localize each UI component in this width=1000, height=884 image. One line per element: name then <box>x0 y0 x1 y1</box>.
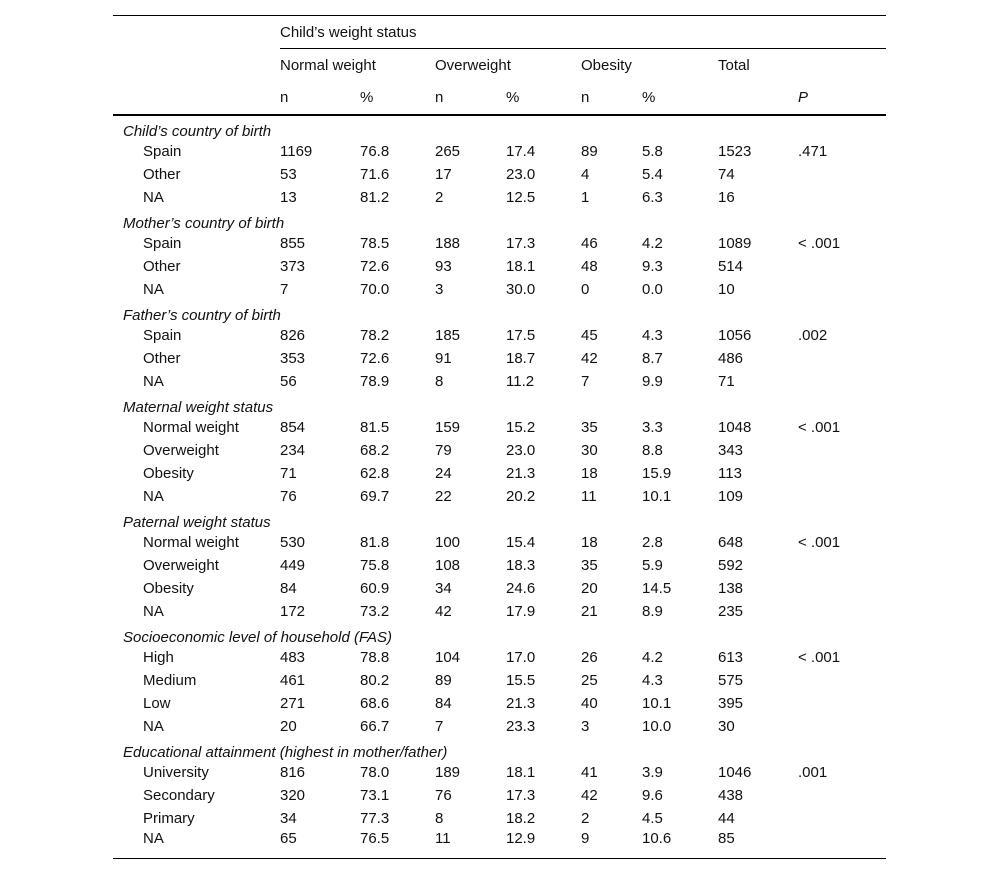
normal-pct-cell: 78.5 <box>360 235 390 252</box>
overweight-n-cell: 265 <box>435 143 461 160</box>
total-cell: 613 <box>718 649 744 666</box>
table-row <box>113 692 886 715</box>
total-cell: 592 <box>718 557 744 574</box>
normal-n-cell: 320 <box>280 787 306 804</box>
overweight-pct-cell: 12.9 <box>506 830 581 859</box>
normal-pct-cell: 81.2 <box>360 189 390 206</box>
normal-pct-cell: 78.9 <box>360 373 390 390</box>
normal-n-cell: 20 <box>280 718 297 735</box>
overweight-pct-cell: 15.2 <box>506 419 536 436</box>
row-label: Other <box>143 350 181 367</box>
p-value-cell <box>798 807 886 830</box>
normal-n-cell: 855 <box>280 235 306 252</box>
table-row <box>113 439 886 462</box>
obesity-pct-cell: 4.3 <box>642 672 663 689</box>
overweight-n-cell: 11 <box>435 830 506 859</box>
normal-pct-cell: 75.8 <box>360 557 390 574</box>
overweight-pct-cell: 18.3 <box>506 557 536 574</box>
table-row <box>113 577 886 600</box>
row-label: Other <box>143 258 181 275</box>
total-cell: 74 <box>718 166 735 183</box>
overweight-n-cell: 8 <box>435 373 444 390</box>
overweight-pct-cell: 17.4 <box>506 143 536 160</box>
overweight-n-cell: 104 <box>435 649 461 666</box>
normal-pct-cell: 68.6 <box>360 695 390 712</box>
p-value-cell: .002 <box>798 327 828 344</box>
total-header: Total <box>718 49 798 82</box>
p-value-cell: < .001 <box>798 235 841 252</box>
normal-pct-cell: 76.5 <box>360 830 435 859</box>
obesity-n-cell: 4 <box>581 166 590 183</box>
total-cell: 1089 <box>718 235 752 252</box>
row-label: Obesity <box>143 465 194 482</box>
row-label: NA <box>143 603 164 620</box>
overweight-n-cell: 24 <box>435 465 452 482</box>
normal-n-cell: 826 <box>280 327 306 344</box>
table-row <box>113 416 886 439</box>
row-label: Obesity <box>143 580 194 597</box>
overweight-n-cell: 22 <box>435 488 452 505</box>
obesity-pct-cell: 10.1 <box>642 488 672 505</box>
group-normal-weight: Normal weight <box>280 49 435 82</box>
row-label: NA <box>113 830 280 859</box>
normal-n-cell: 483 <box>280 649 306 666</box>
obesity-pct-cell: 10.6 <box>642 830 718 859</box>
pct-header: % <box>642 89 656 106</box>
overweight-pct-cell: 18.2 <box>506 810 536 827</box>
total-cell: 71 <box>718 373 735 390</box>
obesity-pct-cell: 15.9 <box>642 465 672 482</box>
table-row <box>113 324 886 347</box>
p-value-cell <box>798 600 886 623</box>
section-title: Maternal weight status <box>123 399 274 416</box>
overweight-pct-cell: 18.1 <box>506 258 536 275</box>
table-row <box>113 186 886 209</box>
section-header-row <box>113 301 886 324</box>
normal-pct-cell: 60.9 <box>360 580 390 597</box>
overweight-n-cell: 8 <box>435 810 444 827</box>
overweight-pct-cell: 18.7 <box>506 350 536 367</box>
obesity-pct-cell: 9.9 <box>642 373 663 390</box>
normal-n-cell: 854 <box>280 419 306 436</box>
normal-n-cell: 373 <box>280 258 306 275</box>
header-blank-cell <box>718 81 798 115</box>
obesity-pct-cell: 8.7 <box>642 350 663 367</box>
obesity-pct-cell: 3.3 <box>642 419 663 436</box>
obesity-pct-cell: 3.9 <box>642 764 663 781</box>
total-cell: 16 <box>718 189 735 206</box>
obesity-pct-cell: 4.2 <box>642 235 663 252</box>
obesity-pct-cell: 5.8 <box>642 143 663 160</box>
table-row <box>113 807 886 830</box>
row-label: Normal weight <box>143 419 239 436</box>
obesity-n-cell: 35 <box>581 557 598 574</box>
table-body <box>113 115 886 859</box>
section-header-row <box>113 508 886 531</box>
overweight-n-cell: 93 <box>435 258 452 275</box>
row-label: Low <box>143 695 171 712</box>
obesity-n-cell: 11 <box>581 488 597 505</box>
total-cell: 343 <box>718 442 744 459</box>
normal-n-cell: 234 <box>280 442 306 459</box>
table-header <box>113 16 886 116</box>
row-label: Spain <box>143 235 182 252</box>
table-row <box>113 347 886 370</box>
obesity-n-cell: 89 <box>581 143 598 160</box>
overweight-n-cell: 100 <box>435 534 461 551</box>
normal-n-cell: 53 <box>280 166 297 183</box>
obesity-n-cell: 45 <box>581 327 598 344</box>
p-value-cell <box>798 715 886 738</box>
normal-pct-cell: 62.8 <box>360 465 390 482</box>
section-header-row <box>113 393 886 416</box>
obesity-pct-cell: 10.1 <box>642 695 672 712</box>
overweight-n-cell: 2 <box>435 189 444 206</box>
obesity-pct-cell: 4.5 <box>642 810 663 827</box>
normal-n-cell: 34 <box>280 810 297 827</box>
row-label: High <box>143 649 174 666</box>
total-cell: 1048 <box>718 419 752 436</box>
overweight-n-cell: 34 <box>435 580 452 597</box>
p-value-cell <box>798 255 886 278</box>
row-label: Other <box>143 166 181 183</box>
obesity-pct-cell: 2.8 <box>642 534 663 551</box>
overweight-pct-cell: 12.5 <box>506 189 536 206</box>
overweight-n-cell: 189 <box>435 764 461 781</box>
total-cell: 395 <box>718 695 744 712</box>
pct-header: % <box>506 89 520 106</box>
obesity-n-cell: 2 <box>581 810 590 827</box>
table-row <box>113 232 886 255</box>
normal-pct-cell: 81.8 <box>360 534 390 551</box>
pct-header: % <box>360 89 374 106</box>
normal-n-cell: 530 <box>280 534 306 551</box>
obesity-n-cell: 0 <box>581 281 590 298</box>
section-title: Educational attainment (highest in mother/father) <box>123 744 448 761</box>
total-cell: 44 <box>718 810 735 827</box>
normal-pct-cell: 69.7 <box>360 488 390 505</box>
p-value-cell: < .001 <box>798 649 841 666</box>
total-cell: 1056 <box>718 327 752 344</box>
p-value-cell <box>798 485 886 508</box>
section-title: Paternal weight status <box>123 514 271 531</box>
p-value-cell <box>798 692 886 715</box>
overweight-n-cell: 76 <box>435 787 452 804</box>
table-row <box>113 600 886 623</box>
p-value-cell <box>798 439 886 462</box>
row-label: Overweight <box>143 442 219 459</box>
overweight-n-cell: 159 <box>435 419 461 436</box>
section-title: Mother’s country of birth <box>123 215 285 232</box>
total-cell: 575 <box>718 672 744 689</box>
obesity-pct-cell: 14.5 <box>642 580 672 597</box>
section-header-row <box>113 738 886 761</box>
normal-pct-cell: 76.8 <box>360 143 390 160</box>
table-row <box>113 646 886 669</box>
overweight-pct-cell: 15.5 <box>506 672 536 689</box>
p-value-cell <box>798 347 886 370</box>
obesity-pct-cell: 5.9 <box>642 557 663 574</box>
normal-n-cell: 816 <box>280 764 306 781</box>
total-cell: 113 <box>718 465 742 482</box>
header-row-units <box>113 81 886 115</box>
p-value-cell: < .001 <box>798 534 841 551</box>
overweight-n-cell: 89 <box>435 672 452 689</box>
header-blank-cell <box>113 16 280 49</box>
normal-n-cell: 172 <box>280 603 306 620</box>
overweight-pct-cell: 17.9 <box>506 603 536 620</box>
overweight-pct-cell: 17.5 <box>506 327 536 344</box>
obesity-n-cell: 42 <box>581 787 598 804</box>
normal-n-cell: 84 <box>280 580 297 597</box>
table-row <box>113 485 886 508</box>
normal-pct-cell: 73.1 <box>360 787 390 804</box>
overweight-n-cell: 91 <box>435 350 452 367</box>
overweight-pct-cell: 21.3 <box>506 465 536 482</box>
section-title: Child’s country of birth <box>123 123 272 140</box>
normal-pct-cell: 70.0 <box>360 281 390 298</box>
table-row <box>113 163 886 186</box>
row-label: NA <box>143 488 164 505</box>
normal-n-cell: 65 <box>280 830 360 859</box>
total-cell: 514 <box>718 258 744 275</box>
overweight-pct-cell: 17.0 <box>506 649 536 666</box>
p-value-cell <box>798 830 886 859</box>
row-label: Medium <box>143 672 197 689</box>
overweight-n-cell: 108 <box>435 557 461 574</box>
n-header: n <box>581 89 590 106</box>
table-row <box>113 830 886 859</box>
obesity-n-cell: 18 <box>581 465 598 482</box>
normal-pct-cell: 81.5 <box>360 419 390 436</box>
section-header-row <box>113 623 886 646</box>
overweight-n-cell: 84 <box>435 695 452 712</box>
p-value-cell: .001 <box>798 764 828 781</box>
normal-n-cell: 76 <box>280 488 297 505</box>
obesity-pct-cell: 8.8 <box>642 442 663 459</box>
normal-pct-cell: 77.3 <box>360 810 390 827</box>
obesity-pct-cell: 5.4 <box>642 166 663 183</box>
obesity-n-cell: 18 <box>581 534 598 551</box>
group-title: Child’s weight status <box>280 16 886 49</box>
obesity-n-cell: 9 <box>581 830 642 859</box>
obesity-n-cell: 46 <box>581 235 598 252</box>
obesity-n-cell: 7 <box>581 373 590 390</box>
row-label: Secondary <box>143 787 215 804</box>
overweight-pct-cell: 23.3 <box>506 718 536 735</box>
overweight-n-cell: 42 <box>435 603 452 620</box>
row-label: NA <box>143 718 164 735</box>
obesity-pct-cell: 0.0 <box>642 281 663 298</box>
row-label: Primary <box>143 810 195 827</box>
data-table-container <box>113 15 886 859</box>
normal-n-cell: 71 <box>280 465 297 482</box>
normal-pct-cell: 78.0 <box>360 764 390 781</box>
normal-n-cell: 353 <box>280 350 306 367</box>
total-cell: 1523 <box>718 143 752 160</box>
obesity-n-cell: 26 <box>581 649 598 666</box>
obesity-n-cell: 40 <box>581 695 598 712</box>
table-row <box>113 531 886 554</box>
total-cell: 10 <box>718 281 735 298</box>
normal-pct-cell: 66.7 <box>360 718 390 735</box>
obesity-n-cell: 3 <box>581 718 590 735</box>
obesity-n-cell: 1 <box>581 189 590 206</box>
p-value-cell <box>798 669 886 692</box>
header-blank-cell <box>798 49 886 82</box>
overweight-pct-cell: 24.6 <box>506 580 536 597</box>
overweight-pct-cell: 30.0 <box>506 281 536 298</box>
obesity-n-cell: 35 <box>581 419 598 436</box>
normal-pct-cell: 80.2 <box>360 672 390 689</box>
p-value-cell <box>798 577 886 600</box>
obesity-pct-cell: 6.3 <box>642 189 663 206</box>
overweight-n-cell: 79 <box>435 442 452 459</box>
total-cell: 235 <box>718 603 744 620</box>
obesity-pct-cell: 8.9 <box>642 603 663 620</box>
p-value-cell <box>798 462 886 485</box>
normal-pct-cell: 73.2 <box>360 603 390 620</box>
p-value-cell <box>798 784 886 807</box>
normal-n-cell: 1169 <box>280 143 313 160</box>
p-value-cell <box>798 278 886 301</box>
table-row <box>113 462 886 485</box>
row-label: University <box>143 764 209 781</box>
n-header: n <box>435 89 444 106</box>
normal-n-cell: 7 <box>280 281 289 298</box>
normal-n-cell: 271 <box>280 695 306 712</box>
row-label: NA <box>143 373 164 390</box>
obesity-pct-cell: 4.2 <box>642 649 663 666</box>
p-value-cell <box>798 163 886 186</box>
section-header-row <box>113 115 886 140</box>
obesity-pct-cell: 10.0 <box>642 718 672 735</box>
table-row <box>113 255 886 278</box>
overweight-pct-cell: 17.3 <box>506 787 536 804</box>
total-cell: 85 <box>718 830 798 859</box>
group-overweight: Overweight <box>435 49 581 82</box>
total-cell: 138 <box>718 580 744 597</box>
row-label: Spain <box>143 143 182 160</box>
normal-pct-cell: 78.8 <box>360 649 390 666</box>
p-value-header: P <box>798 89 809 106</box>
overweight-pct-cell: 23.0 <box>506 442 536 459</box>
normal-n-cell: 56 <box>280 373 297 390</box>
row-label: NA <box>143 189 164 206</box>
table-row <box>113 140 886 163</box>
obesity-pct-cell: 4.3 <box>642 327 663 344</box>
normal-pct-cell: 72.6 <box>360 258 390 275</box>
row-label: Spain <box>143 327 182 344</box>
total-cell: 648 <box>718 534 744 551</box>
obesity-n-cell: 42 <box>581 350 598 367</box>
p-value-cell <box>798 554 886 577</box>
obesity-pct-cell: 9.3 <box>642 258 663 275</box>
normal-pct-cell: 71.6 <box>360 166 390 183</box>
p-value-cell <box>798 186 886 209</box>
normal-n-cell: 13 <box>280 189 297 206</box>
overweight-n-cell: 188 <box>435 235 461 252</box>
obesity-n-cell: 30 <box>581 442 598 459</box>
total-cell: 486 <box>718 350 744 367</box>
header-row-group-title <box>113 16 886 49</box>
total-cell: 109 <box>718 488 744 505</box>
table-row <box>113 669 886 692</box>
normal-n-cell: 449 <box>280 557 306 574</box>
overweight-n-cell: 7 <box>435 718 444 735</box>
section-title: Socioeconomic level of household (FAS) <box>123 629 393 646</box>
overweight-pct-cell: 23.0 <box>506 166 536 183</box>
total-cell: 1046 <box>718 764 752 781</box>
row-label: Normal weight <box>143 534 239 551</box>
row-label: Overweight <box>143 557 219 574</box>
n-header: n <box>280 89 289 106</box>
total-cell: 438 <box>718 787 744 804</box>
overweight-pct-cell: 21.3 <box>506 695 536 712</box>
normal-pct-cell: 78.2 <box>360 327 390 344</box>
overweight-pct-cell: 11.2 <box>506 373 535 390</box>
p-value-cell: < .001 <box>798 419 841 436</box>
overweight-pct-cell: 17.3 <box>506 235 536 252</box>
overweight-pct-cell: 20.2 <box>506 488 536 505</box>
normal-n-cell: 461 <box>280 672 306 689</box>
obesity-n-cell: 21 <box>581 603 598 620</box>
obesity-pct-cell: 9.6 <box>642 787 663 804</box>
overweight-n-cell: 17 <box>435 166 452 183</box>
section-title: Father’s country of birth <box>123 307 281 324</box>
obesity-n-cell: 48 <box>581 258 598 275</box>
group-obesity: Obesity <box>581 49 718 82</box>
obesity-n-cell: 41 <box>581 764 598 781</box>
header-row-groups <box>113 49 886 82</box>
section-header-row <box>113 209 886 232</box>
normal-pct-cell: 72.6 <box>360 350 390 367</box>
normal-pct-cell: 68.2 <box>360 442 390 459</box>
header-blank-cell <box>113 81 280 115</box>
overweight-n-cell: 185 <box>435 327 461 344</box>
table-row <box>113 761 886 784</box>
overweight-pct-cell: 15.4 <box>506 534 536 551</box>
header-blank-cell <box>113 49 280 82</box>
row-label: NA <box>143 281 164 298</box>
total-cell: 30 <box>718 718 735 735</box>
p-value-cell: .471 <box>798 143 828 160</box>
weight-status-table <box>113 15 886 859</box>
table-row <box>113 554 886 577</box>
table-row <box>113 370 886 393</box>
table-row <box>113 784 886 807</box>
overweight-n-cell: 3 <box>435 281 444 298</box>
table-row <box>113 278 886 301</box>
obesity-n-cell: 20 <box>581 580 598 597</box>
overweight-pct-cell: 18.1 <box>506 764 536 781</box>
obesity-n-cell: 25 <box>581 672 598 689</box>
p-value-cell <box>798 370 886 393</box>
table-row <box>113 715 886 738</box>
